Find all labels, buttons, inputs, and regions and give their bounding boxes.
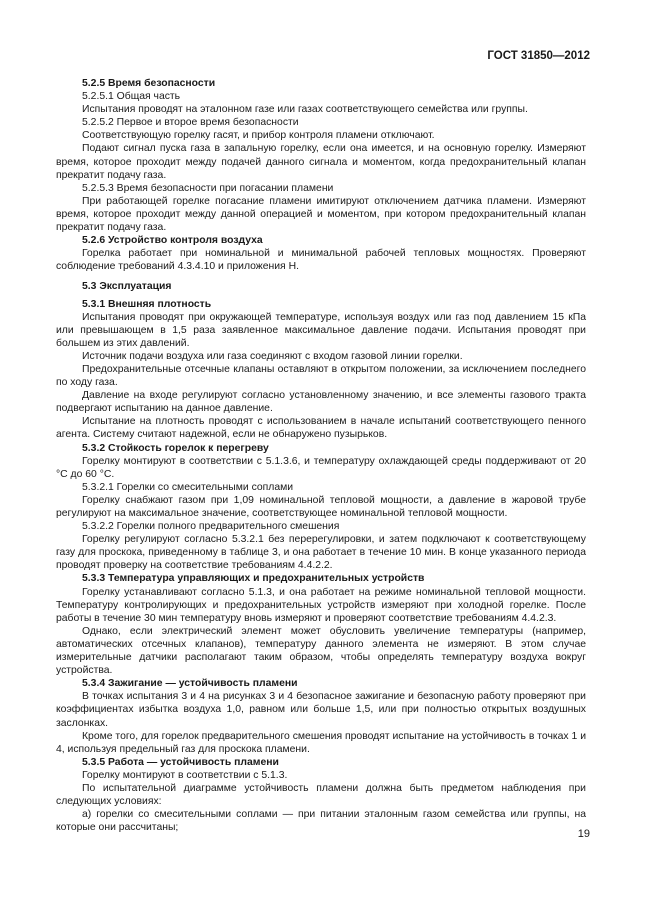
paragraph: Горелку устанавливают согласно 5.1.3, и она работает на режиме номинальной тепловой мощности. Температуру контролирующих и предохранительных устройств измеряют при холодной горелке. После работы в течение 30 мин температуру вновь измеряют и проверяют соответствие требованиям 4.4.2.3. — [56, 586, 586, 624]
section-heading: 5.3.2 Стойкость горелок к перегреву — [82, 442, 269, 454]
section-heading: 5.3.1 Внешняя плотность — [82, 298, 212, 310]
paragraph: 5.2.5.1 Общая часть — [82, 91, 181, 103]
paragraph: Подают сигнал пуска газа в запальную горелку, если она имеется, и на основную горелку. Измеряют время, которое проходит между подачей данного сигнала и моментом, когда предохранительный клапан прекратит подачу газа. — [56, 143, 586, 181]
paragraph: Соответствующую горелку гасят, и прибор контроля пламени отключают. — [82, 130, 435, 142]
paragraph: 5.3.2.1 Горелки со смесительными соплами — [82, 481, 294, 493]
paragraph: Горелку регулируют согласно 5.3.2.1 без перерегулировки, и затем подключают к соответствующему газу для проскока, приведенному в таблице 3, и она работает в течение 10 мин. В конце указанного периода проводят проверку на соответствие требованиям 4.4.2.2. — [56, 534, 586, 572]
section-heading: 5.3 Эксплуатация — [82, 281, 172, 293]
paragraph: Горелка работает при номинальной и минимальной рабочей тепловых мощностях. Проверяют соблюдение требований 4.3.4.10 и приложения Н. — [56, 248, 586, 273]
paragraph: Источник подачи воздуха или газа соединяют с входом газовой линии горелки. — [82, 350, 463, 362]
paragraph: Испытания проводят при окружающей температуре, используя воздух или газ под давлением 15 кПа или превышающем в 1,5 раза заявленное максимальное давление подачи. Испытания проводят при большем из этих давлений. — [56, 311, 586, 349]
paragraph: Горелку монтируют в соответствии с 5.1.3.6, и температуру охлаждающей среды поддерживают от 20 °С до 60 °С. — [56, 455, 586, 480]
paragraph: 5.2.5.2 Первое и второе время безопасности — [82, 117, 299, 129]
paragraph: При работающей горелке погасание пламени имитируют отключением датчика пламени. Измеряют время, которое проходит между данной операцией и моментом, при котором предохранительный клапан прекратит подачу газа. — [56, 195, 586, 234]
paragraph: Кроме того, для горелок предварительного смешения проводят испытание на устойчивость в точках 1 и 4, используя предельный газ для проскока пламени. — [56, 730, 586, 755]
paragraph: Испытания проводят на эталонном газе или газах соответствующего семейства или группы. — [82, 104, 528, 116]
paragraph: Испытание на плотность проводят с использованием в начале испытаний соответствующего пенного агента. Систему считают надежной, если не обнаружено пузырьков. — [56, 416, 586, 441]
paragraph: Давление на входе регулируют согласно установленному значению, и все элементы газового тракта подвергают испытанию на данное давление. — [56, 390, 586, 415]
paragraph: По испытательной диаграмме устойчивость пламени должна быть предметом наблюдения при следующих условиях: — [56, 782, 586, 808]
paragraph: Предохранительные отсечные клапаны оставляют в открытом положении, за исключением последнего по ходу газа. — [56, 363, 586, 389]
paragraph: Горелку снабжают газом при 1,09 номинальной тепловой мощности, а давление в жаровой трубе регулируют на максимальное значение, соответствующее номинальной тепловой мощности. — [56, 494, 586, 519]
section-heading: 5.3.5 Работа — устойчивость пламени — [82, 756, 279, 768]
section-heading: 5.3.4 Зажигание — устойчивость пламени — [82, 678, 298, 690]
section-heading: 5.2.5 Время безопасности — [82, 78, 216, 89]
document-body — [56, 77, 586, 834]
paragraph: Однако, если электрический элемент может обусловить увеличение температуры (например, автоматических отсечных клапанов), температуру данного элемента не измеряют. В этом случае измерительные датчики располагают таким образом, чтобы определять температуру воздуха вокруг устройства. — [56, 625, 586, 677]
paragraph: 5.2.5.3 Время безопасности при погасании пламени — [82, 182, 334, 194]
paragraph: а) горелки со смесительными соплами — при питании эталонным газом семейства или группы, на которые они рассчитаны; — [56, 809, 586, 834]
section-heading: 5.3.3 Температура управляющих и предохранительных устройств — [82, 573, 425, 585]
section-heading: 5.2.6 Устройство контроля воздуха — [82, 235, 263, 247]
document-header: ГОСТ 31850—2012 — [487, 50, 590, 62]
paragraph: Горелку монтируют в соответствии с 5.1.3. — [82, 769, 288, 781]
paragraph: 5.3.2.2 Горелки полного предварительного смешения — [82, 521, 340, 533]
page-number: 19 — [577, 828, 590, 840]
paragraph: В точках испытания 3 и 4 на рисунках 3 и 4 безопасное зажигание и безопасную работу проверяют при коэффициентах избытка воздуха 1,0, равном или больше 1,5, или при полностью открытых воздушных заслонках. — [56, 691, 586, 729]
